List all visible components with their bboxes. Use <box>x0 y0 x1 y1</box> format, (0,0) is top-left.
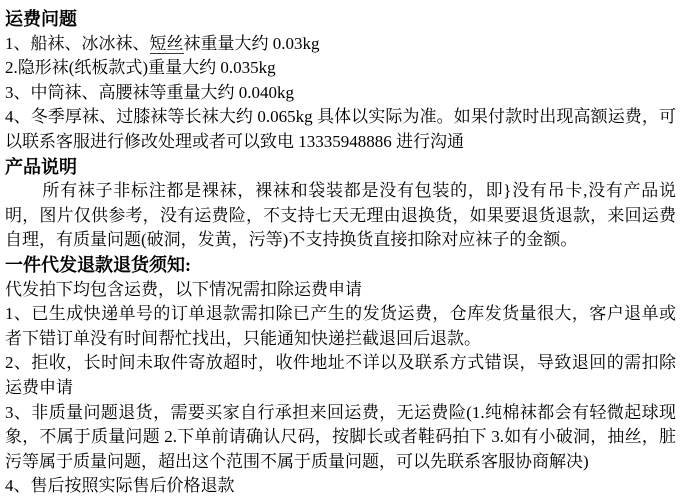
dropship-item-2: 2、拒收，长时间未取件寄放超时，收件地址不详以及联系方式错误，导致退回的需扣除运费申请 <box>5 353 676 397</box>
product-section-heading: 产品说明 <box>5 156 77 177</box>
dropship-section-heading: 一件代发退款退货须知: <box>5 254 191 275</box>
shipping-section-heading: 运费问题 <box>5 9 77 29</box>
shipping-item-4-tail: 进行沟通 <box>391 131 464 151</box>
shipping-item-4-text: 4、冬季厚袜、过膝袜等长袜大约 0.065kg 具体以实际为准。如果付款时出现高额运费，可以联系客服进行修改处理或者可以致电 <box>5 107 676 151</box>
dropship-item-1: 1、已生成快递单号的订单退款需扣除已产生的发货运费，仓库发货量很大，客户退单或者下错订单没有时间帮忙找出，只能通知快递拦截退回后退款。 <box>5 304 676 348</box>
shipping-item-1-post: 袜重量大约 0.03kg <box>183 33 320 53</box>
shipping-item-1-pre: 1、船袜、冰冰袜、 <box>5 33 150 53</box>
phone-number: 13335948886 <box>298 131 392 151</box>
dropship-item-4: 4、售后按照实际售后价格退款 <box>5 476 235 496</box>
shipping-item-4 <box>5 105 676 154</box>
product-description-paragraph: 所有袜子非标注都是裸袜，裸袜和袋装都是没有包装的，即}没有吊卡,没有产品说明，图片仅供参考，没有运费险，不支持七天无理由退换货，如果要退货退款，来回运费自理，有质量问题(破洞，发黄，污等)不支持换货直接扣除对应袜子的金额。 <box>5 181 676 250</box>
dropship-intro: 代发拍下均包含运费，以下情况需扣除运费申请 <box>5 279 362 299</box>
shipping-item-3: 3、中筒袜、高腰袜等重量大约 0.040kg <box>5 82 294 102</box>
shipping-item-1 <box>5 32 676 57</box>
shipping-item-2: 2.隐形袜(纸板款式)重量大约 0.035kg <box>5 58 276 78</box>
dropship-item-3: 3、非质量问题退货，需要买家自行承担来回运费，无运费险(1.纯棉袜都会有轻微起球现象，不属于质量问题 2.下单前请确认尺码，按脚长或者鞋码拍下 3.如有小破洞，抽丝，脏污等属于质量问题，超出这个范围不属于质量问题，可以先联系客服协商解决) <box>5 402 676 471</box>
shipping-item-1-underlined-term: 短丝 <box>149 33 184 53</box>
